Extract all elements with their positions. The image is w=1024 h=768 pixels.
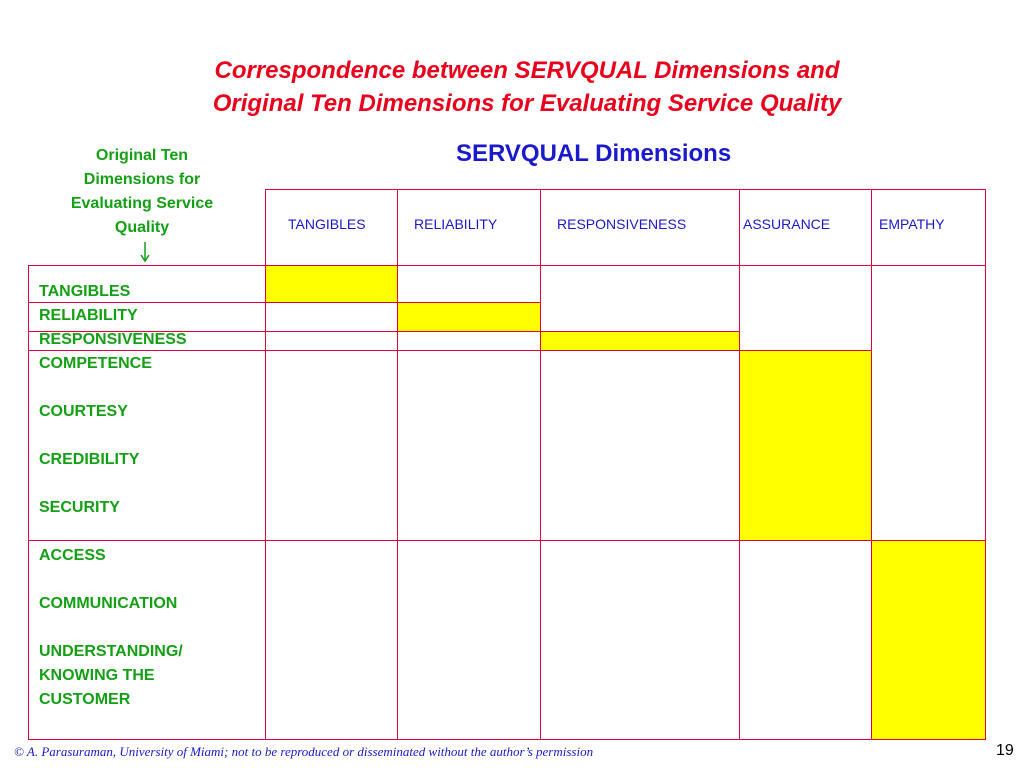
row-label-understanding-2: KNOWING THE: [39, 667, 155, 684]
row-label-access: ACCESS: [39, 547, 106, 564]
column-header-assurance: ASSURANCE: [743, 216, 831, 232]
original-heading-line-2: Dimensions for: [83, 171, 201, 188]
title-line-1: Correspondence between SERVQUAL Dimensions and: [214, 57, 840, 84]
match-cell-reliability: [398, 303, 540, 331]
match-cell-empathy: [872, 541, 985, 739]
original-heading-line-3: Evaluating Service: [70, 195, 214, 212]
original-heading-line-1: Original Ten: [95, 147, 189, 164]
row-label-competence: COMPETENCE: [39, 355, 152, 372]
row-label-communication: COMMUNICATION: [39, 595, 178, 612]
original-dimensions-heading: [30, 144, 254, 240]
column-header-responsiveness: RESPONSIVENESS: [557, 216, 687, 232]
row-label-credibility: CREDIBILITY: [39, 451, 140, 468]
slide-title: [60, 54, 994, 120]
column-header-reliability: RELIABILITY: [414, 216, 498, 232]
row-label-reliability: RELIABILITY: [39, 307, 138, 324]
row-label-responsiveness: RESPONSIVENESS: [39, 331, 187, 348]
row-label-tangibles: TANGIBLES: [39, 283, 131, 300]
title-line-2: Original Ten Dimensions for Evaluating Service Quality: [212, 90, 842, 117]
row-label-courtesy: COURTESY: [39, 403, 128, 420]
down-arrow-icon: [137, 241, 153, 263]
column-header-tangibles: TANGIBLES: [288, 216, 366, 232]
row-label-understanding-1: UNDERSTANDING/: [39, 643, 183, 660]
row-label-understanding-3: CUSTOMER: [39, 691, 131, 708]
page-number: 19: [996, 742, 1014, 759]
row-label-security: SECURITY: [39, 499, 120, 516]
copyright-footer: © A. Parasuraman, University of Miami; not to be reproduced or disseminated without the author’s permission: [14, 744, 594, 759]
match-cell-assurance: [740, 351, 871, 540]
match-cell-tangibles: [266, 266, 397, 302]
column-header-empathy: EMPATHY: [879, 216, 945, 232]
servqual-dimensions-heading: SERVQUAL Dimensions: [456, 140, 732, 167]
match-cell-responsiveness: [541, 332, 739, 350]
original-heading-line-4: Quality: [114, 219, 170, 236]
